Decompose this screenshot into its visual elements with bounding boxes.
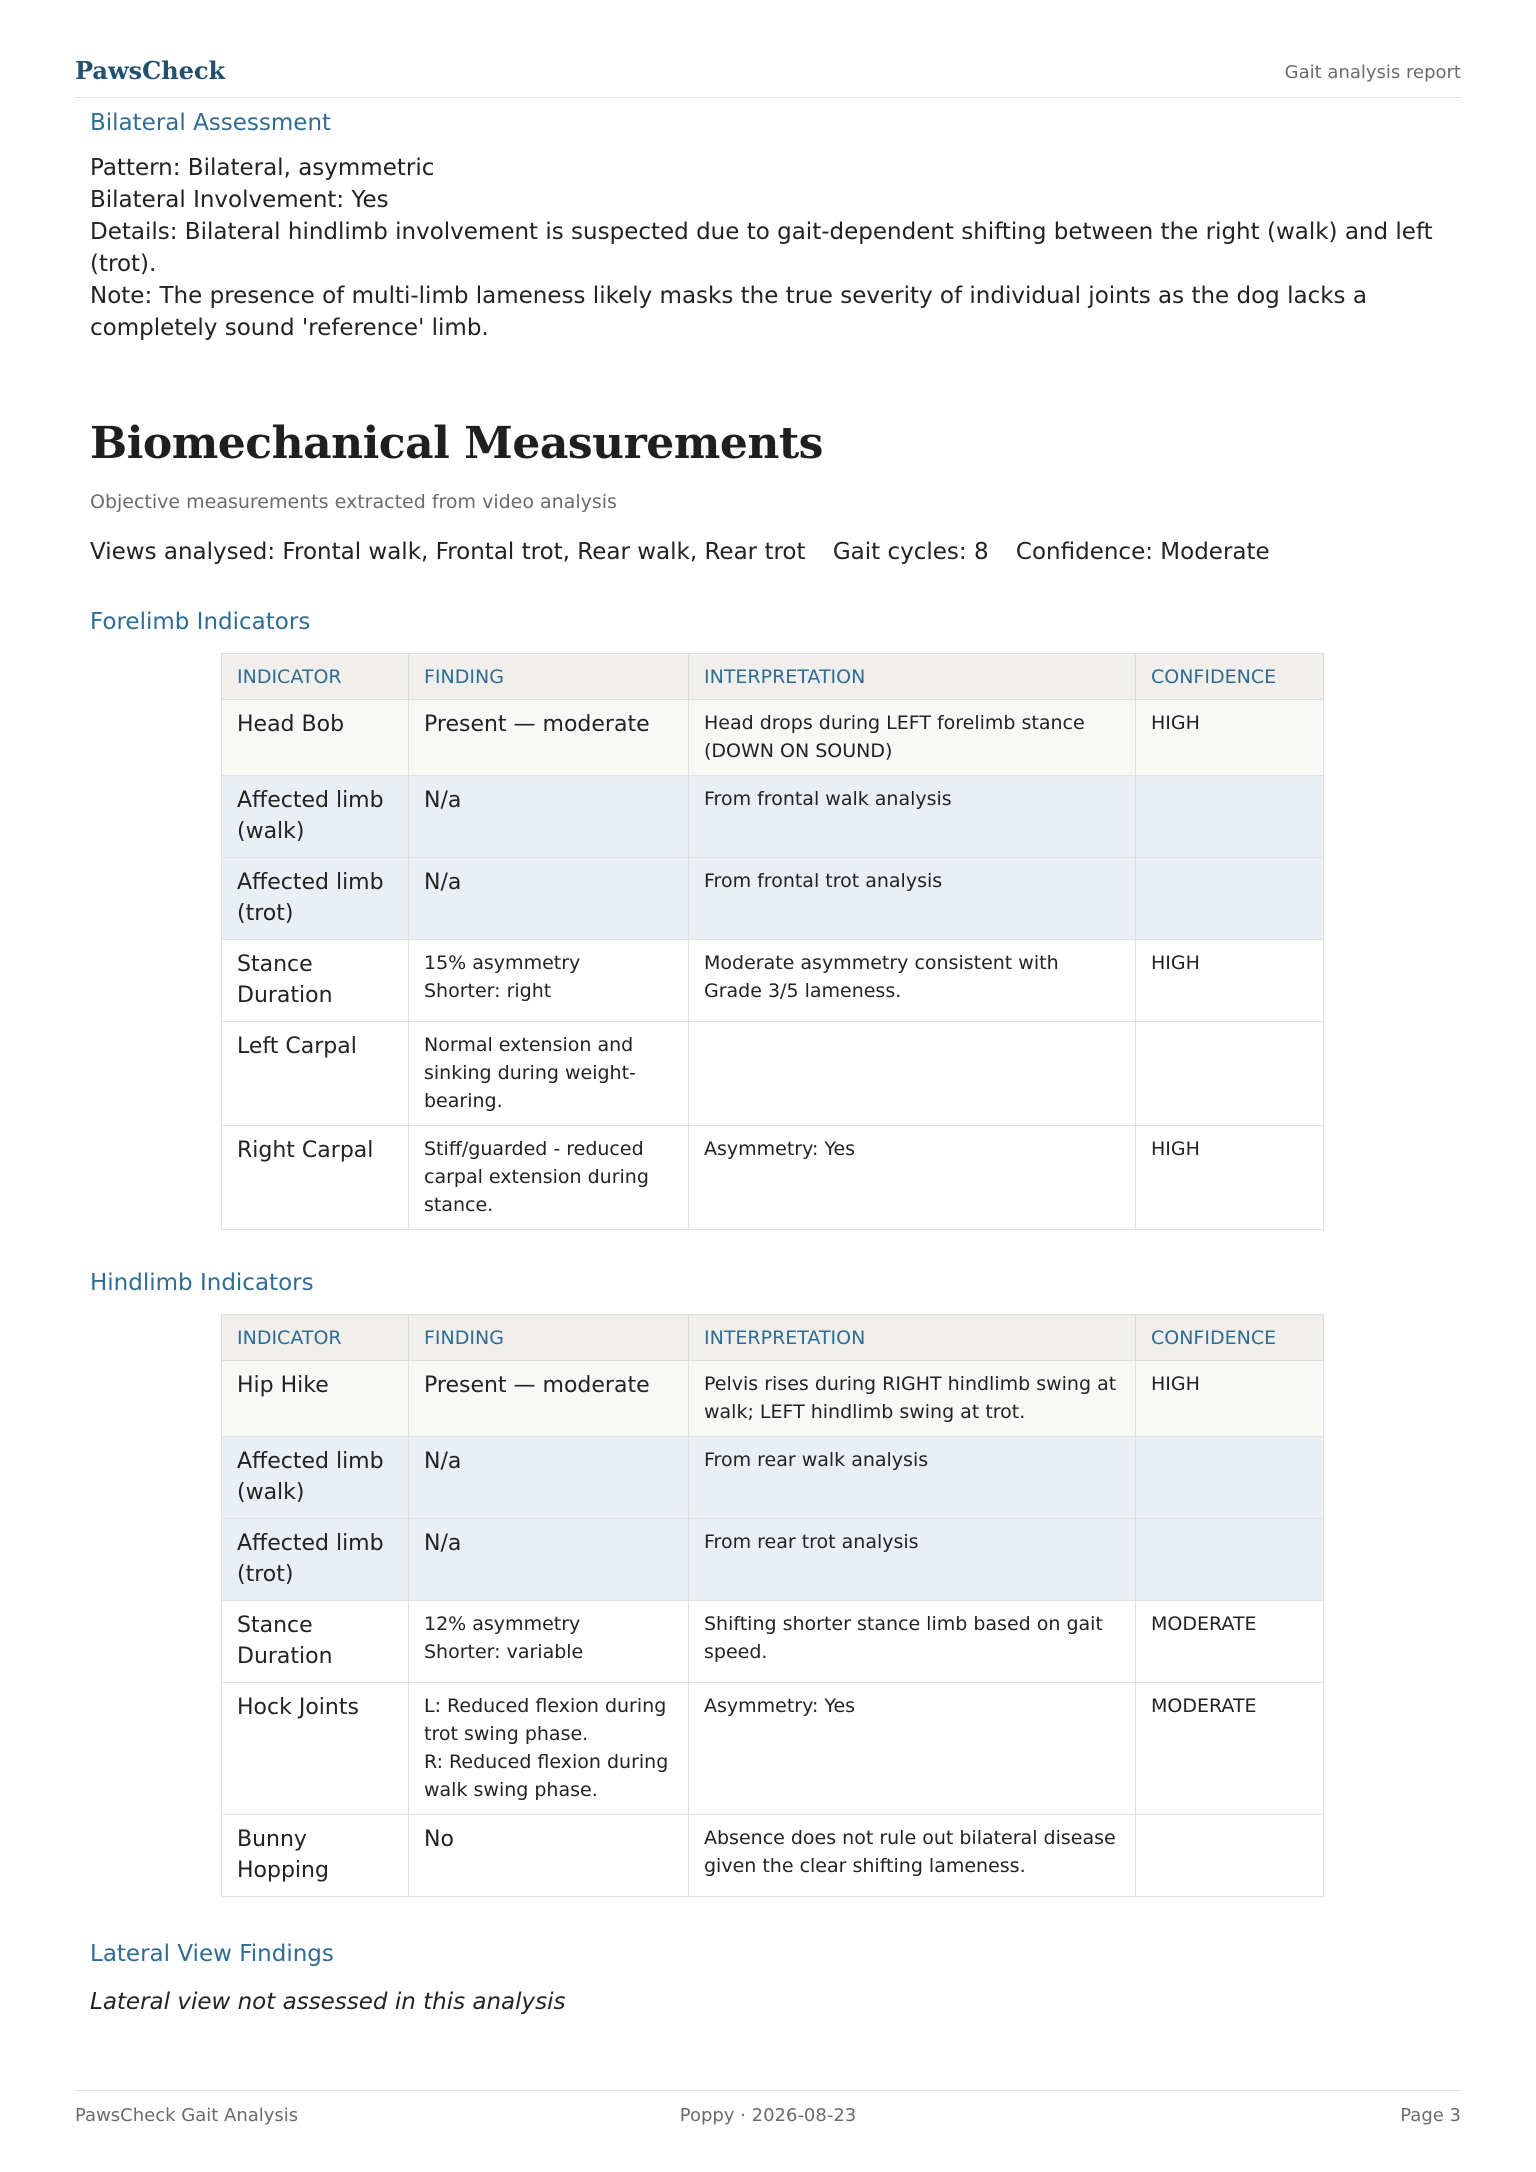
cell-indicator: Stance Duration [222, 1601, 409, 1683]
cell-interpretation: Asymmetry: Yes [689, 1683, 1136, 1815]
bilateral-assessment-heading: Bilateral Assessment [90, 110, 332, 136]
table-row [222, 1683, 1324, 1815]
cell-confidence [1136, 858, 1324, 940]
cell-confidence [1136, 1815, 1324, 1897]
table-header-row [222, 1315, 1324, 1361]
cell-finding: N/a [409, 1437, 689, 1519]
page-footer [75, 2090, 1461, 2130]
cell-indicator: Affected limb (walk) [222, 1437, 409, 1519]
cell-finding: L: Reduced flexion during trot swing phase. R: Reduced flexion during walk swing phase. [409, 1683, 689, 1815]
cell-indicator: Head Bob [222, 700, 409, 776]
cell-interpretation: Moderate asymmetry consistent with Grade 3/5 lameness. [689, 940, 1136, 1022]
table-row [222, 1815, 1324, 1897]
cell-indicator: Affected limb (walk) [222, 776, 409, 858]
cell-interpretation: From rear walk analysis [689, 1437, 1136, 1519]
cell-interpretation: Absence does not rule out bilateral disease given the clear shifting lameness. [689, 1815, 1136, 1897]
cell-interpretation: Asymmetry: Yes [689, 1126, 1136, 1230]
analysis-meta [90, 539, 1446, 565]
cell-confidence [1136, 1519, 1324, 1601]
cell-finding: Normal extension and sinking during weight-bearing. [409, 1022, 689, 1126]
lateral-note: Lateral view not assessed in this analysis [90, 1989, 566, 2015]
report-title: Gait analysis report [1284, 62, 1461, 83]
bilateral-details: Details: Bilateral hindlimb involvement is suspected due to gait-dependent shifting between the right (walk) and left (trot). [90, 219, 1433, 277]
table-row [222, 1601, 1324, 1683]
table-row [222, 1519, 1324, 1601]
cell-confidence [1136, 1022, 1324, 1126]
cell-indicator: Hock Joints [222, 1683, 409, 1815]
col-header-finding: FINDING [409, 1315, 689, 1361]
biomech-subtitle: Objective measurements extracted from video analysis [90, 491, 617, 513]
cell-interpretation: From rear trot analysis [689, 1519, 1136, 1601]
col-header-indicator: INDICATOR [222, 654, 409, 700]
cell-interpretation: From frontal trot analysis [689, 858, 1136, 940]
col-header-confidence: CONFIDENCE [1136, 654, 1324, 700]
hindlimb-heading: Hindlimb Indicators [90, 1270, 314, 1296]
bilateral-assessment-body [90, 152, 1446, 344]
page-content [90, 110, 1446, 2015]
bilateral-note: Note: The presence of multi-limb lameness likely masks the true severity of individual joints as the dog lacks a completely sound 'reference' limb. [90, 283, 1367, 341]
forelimb-heading: Forelimb Indicators [90, 609, 311, 635]
table-row [222, 940, 1324, 1022]
cell-indicator: Right Carpal [222, 1126, 409, 1230]
cell-interpretation [689, 1022, 1136, 1126]
col-header-indicator: INDICATOR [222, 1315, 409, 1361]
footer-patient-date: Poppy · 2026-08-23 [679, 2105, 857, 2126]
cell-finding: Present — moderate [409, 700, 689, 776]
bilateral-pattern: Pattern: Bilateral, asymmetric [90, 155, 435, 181]
cell-confidence: HIGH [1136, 940, 1324, 1022]
gait-cycles: Gait cycles: 8 [832, 539, 989, 565]
page-header [75, 52, 1461, 98]
cell-indicator: Hip Hike [222, 1361, 409, 1437]
col-header-interpretation: INTERPRETATION [689, 1315, 1136, 1361]
table-row [222, 1126, 1324, 1230]
cell-finding: 15% asymmetry Shorter: right [409, 940, 689, 1022]
cell-indicator: Stance Duration [222, 940, 409, 1022]
col-header-finding: FINDING [409, 654, 689, 700]
cell-confidence: MODERATE [1136, 1601, 1324, 1683]
cell-interpretation: Shifting shorter stance limb based on gait speed. [689, 1601, 1136, 1683]
table-row [222, 858, 1324, 940]
cell-indicator: Affected limb (trot) [222, 858, 409, 940]
cell-confidence: MODERATE [1136, 1683, 1324, 1815]
cell-interpretation: Head drops during LEFT forelimb stance (DOWN ON SOUND) [689, 700, 1136, 776]
hindlimb-table [221, 1314, 1324, 1897]
analysis-confidence: Confidence: Moderate [1015, 539, 1270, 565]
table-header-row [222, 654, 1324, 700]
cell-confidence [1136, 776, 1324, 858]
table-row [222, 700, 1324, 776]
cell-indicator: Left Carpal [222, 1022, 409, 1126]
bilateral-involvement: Bilateral Involvement: Yes [90, 187, 389, 213]
cell-interpretation: Pelvis rises during RIGHT hindlimb swing at walk; LEFT hindlimb swing at trot. [689, 1361, 1136, 1437]
cell-finding: N/a [409, 776, 689, 858]
views-analysed: Views analysed: Frontal walk, Frontal trot, Rear walk, Rear trot [90, 539, 806, 565]
cell-finding: N/a [409, 1519, 689, 1601]
cell-finding: No [409, 1815, 689, 1897]
table-row [222, 1022, 1324, 1126]
lateral-heading: Lateral View Findings [90, 1941, 334, 1967]
forelimb-table [221, 653, 1324, 1230]
cell-finding: 12% asymmetry Shorter: variable [409, 1601, 689, 1683]
cell-confidence: HIGH [1136, 1126, 1324, 1230]
table-row [222, 1361, 1324, 1437]
cell-finding: Stiff/guarded - reduced carpal extension during stance. [409, 1126, 689, 1230]
table-row [222, 776, 1324, 858]
cell-finding: N/a [409, 858, 689, 940]
footer-page-number: Page 3 [1400, 2105, 1461, 2126]
cell-confidence: HIGH [1136, 700, 1324, 776]
table-row [222, 1437, 1324, 1519]
cell-indicator: Bunny Hopping [222, 1815, 409, 1897]
cell-interpretation: From frontal walk analysis [689, 776, 1136, 858]
cell-confidence: HIGH [1136, 1361, 1324, 1437]
col-header-confidence: CONFIDENCE [1136, 1315, 1324, 1361]
cell-finding: Present — moderate [409, 1361, 689, 1437]
col-header-interpretation: INTERPRETATION [689, 654, 1136, 700]
brand-logo: PawsCheck [75, 56, 226, 85]
cell-confidence [1136, 1437, 1324, 1519]
biomech-heading: Biomechanical Measurements [90, 418, 823, 469]
footer-product: PawsCheck Gait Analysis [75, 2105, 299, 2126]
cell-indicator: Affected limb (trot) [222, 1519, 409, 1601]
